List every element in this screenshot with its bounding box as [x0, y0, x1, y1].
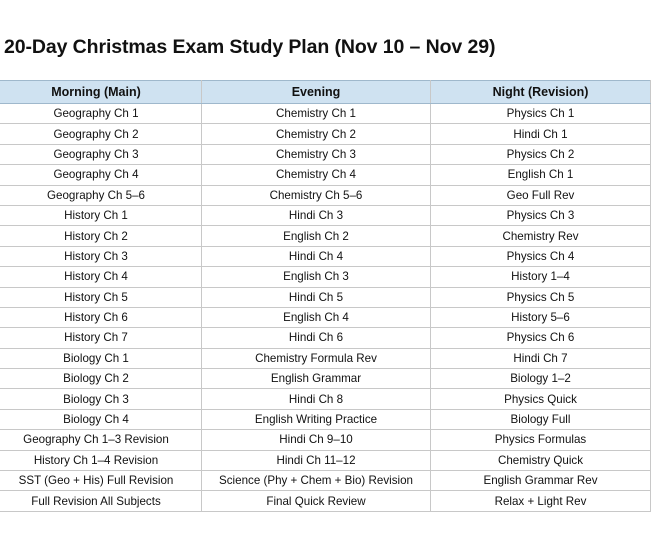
table-cell-morning: Geography Ch 2	[0, 124, 202, 144]
table-cell-morning: Biology Ch 2	[0, 369, 202, 389]
table-row	[0, 450, 651, 470]
table-cell-morning: Biology Ch 4	[0, 409, 202, 429]
table-cell-evening: Hindi Ch 5	[202, 287, 431, 307]
column-header-morning: Morning (Main)	[0, 81, 202, 104]
table-cell-night: Physics Ch 4	[431, 246, 651, 266]
table-cell-night: History 1–4	[431, 267, 651, 287]
table-cell-evening: Chemistry Ch 5–6	[202, 185, 431, 205]
table-row	[0, 144, 651, 164]
table-cell-night: Geo Full Rev	[431, 185, 651, 205]
table-cell-morning: History Ch 2	[0, 226, 202, 246]
table-row	[0, 226, 651, 246]
table-cell-night: Physics Formulas	[431, 430, 651, 450]
table-body	[0, 104, 651, 512]
table-cell-night: Physics Ch 1	[431, 104, 651, 124]
table-cell-morning: Geography Ch 3	[0, 144, 202, 164]
table-cell-morning: History Ch 5	[0, 287, 202, 307]
table-cell-night: Hindi Ch 1	[431, 124, 651, 144]
table-cell-evening: Chemistry Ch 2	[202, 124, 431, 144]
table-cell-morning: Full Revision All Subjects	[0, 491, 202, 511]
table-row	[0, 369, 651, 389]
table-cell-morning: Geography Ch 1	[0, 104, 202, 124]
table-cell-night: Biology Full	[431, 409, 651, 429]
table-cell-evening: Chemistry Ch 1	[202, 104, 431, 124]
table-row	[0, 471, 651, 491]
table-cell-night: Physics Ch 5	[431, 287, 651, 307]
column-header-night: Night (Revision)	[431, 81, 651, 104]
table-cell-evening: Chemistry Formula Rev	[202, 348, 431, 368]
table-row	[0, 328, 651, 348]
table-cell-night: English Ch 1	[431, 165, 651, 185]
table-cell-evening: Hindi Ch 9–10	[202, 430, 431, 450]
table-cell-evening: English Grammar	[202, 369, 431, 389]
table-row	[0, 267, 651, 287]
table-cell-morning: History Ch 1	[0, 205, 202, 225]
table-cell-evening: Science (Phy + Chem + Bio) Revision	[202, 471, 431, 491]
table-cell-morning: History Ch 3	[0, 246, 202, 266]
table-row	[0, 430, 651, 450]
table-cell-night: Chemistry Quick	[431, 450, 651, 470]
table-cell-evening: English Ch 3	[202, 267, 431, 287]
table-cell-morning: Geography Ch 4	[0, 165, 202, 185]
table-cell-night: Physics Quick	[431, 389, 651, 409]
table-row	[0, 185, 651, 205]
table-cell-morning: History Ch 7	[0, 328, 202, 348]
table-cell-evening: Hindi Ch 6	[202, 328, 431, 348]
study-plan-table	[0, 80, 651, 512]
table-row	[0, 307, 651, 327]
table-row	[0, 409, 651, 429]
table-cell-evening: Chemistry Ch 3	[202, 144, 431, 164]
table-cell-night: Physics Ch 6	[431, 328, 651, 348]
table-cell-evening: Final Quick Review	[202, 491, 431, 511]
table-row	[0, 124, 651, 144]
table-cell-evening: English Writing Practice	[202, 409, 431, 429]
table-cell-morning: Biology Ch 1	[0, 348, 202, 368]
table-cell-night: History 5–6	[431, 307, 651, 327]
table-cell-morning: History Ch 4	[0, 267, 202, 287]
table-cell-night: Physics Ch 3	[431, 205, 651, 225]
table-cell-evening: Hindi Ch 3	[202, 205, 431, 225]
table-row	[0, 165, 651, 185]
table-cell-morning: Biology Ch 3	[0, 389, 202, 409]
table-cell-night: English Grammar Rev	[431, 471, 651, 491]
table-cell-night: Physics Ch 2	[431, 144, 651, 164]
table-row	[0, 104, 651, 124]
table-cell-night: Biology 1–2	[431, 369, 651, 389]
table-cell-night: Relax + Light Rev	[431, 491, 651, 511]
table-cell-morning: History Ch 6	[0, 307, 202, 327]
table-cell-evening: Hindi Ch 4	[202, 246, 431, 266]
table-cell-morning: SST (Geo + His) Full Revision	[0, 471, 202, 491]
table-row	[0, 348, 651, 368]
table-cell-evening: Hindi Ch 8	[202, 389, 431, 409]
page-title: 20-Day Christmas Exam Study Plan (Nov 10 – Nov 29)	[4, 36, 496, 58]
table-cell-morning: Geography Ch 1–3 Revision	[0, 430, 202, 450]
table-row	[0, 389, 651, 409]
column-header-evening: Evening	[202, 81, 431, 104]
table-row	[0, 246, 651, 266]
table-row	[0, 491, 651, 511]
header-row	[0, 81, 651, 104]
table-cell-evening: Hindi Ch 11–12	[202, 450, 431, 470]
table-cell-night: Hindi Ch 7	[431, 348, 651, 368]
table-cell-evening: English Ch 4	[202, 307, 431, 327]
table-row	[0, 205, 651, 225]
table-cell-evening: English Ch 2	[202, 226, 431, 246]
table-cell-morning: Geography Ch 5–6	[0, 185, 202, 205]
table-cell-night: Chemistry Rev	[431, 226, 651, 246]
table-cell-morning: History Ch 1–4 Revision	[0, 450, 202, 470]
table-row	[0, 287, 651, 307]
table-cell-evening: Chemistry Ch 4	[202, 165, 431, 185]
study-plan-table-container	[0, 80, 650, 512]
